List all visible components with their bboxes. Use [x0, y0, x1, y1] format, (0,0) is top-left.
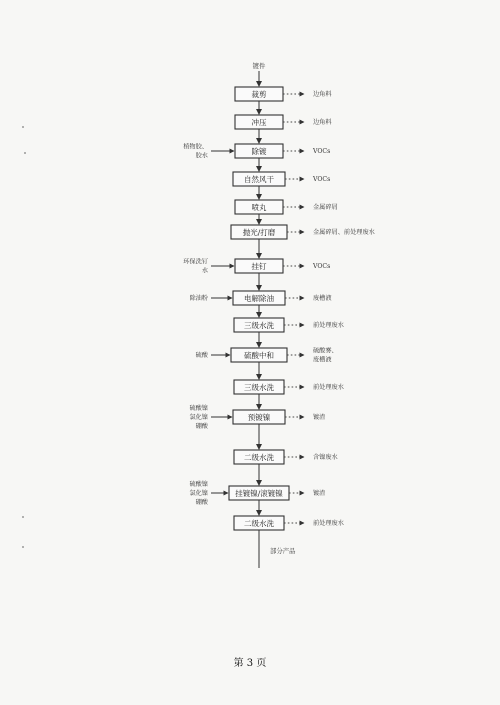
process-step [189, 291, 332, 317]
process-step [235, 115, 332, 143]
scan-speck [22, 516, 24, 518]
output-label: VOCs [313, 176, 331, 183]
process-step [196, 347, 338, 380]
step-label: 三级水洗 [244, 321, 274, 330]
scan-speck [22, 126, 24, 128]
process-step [233, 172, 330, 199]
input-material-label: 硼酸 [195, 423, 208, 430]
step-label: 电解除油 [244, 294, 274, 303]
step-label: 预镀镍 [247, 413, 271, 422]
input-label: 镀件 [252, 62, 266, 70]
process-step [189, 404, 325, 449]
output-label: 边角料 [313, 119, 332, 126]
process-step [234, 318, 345, 347]
process-step [235, 87, 332, 114]
output-label: 废槽液 [313, 295, 332, 302]
output-label: 金属碎屑 [313, 204, 338, 211]
input-material-label: 胶水 [195, 152, 208, 160]
output-label: VOCs [313, 148, 331, 155]
page-number: 第 3 页 [233, 658, 267, 669]
output-label: 金属碎屑、前处理废水 [313, 229, 375, 236]
input-material-label: 硼酸 [195, 499, 208, 506]
step-label: 硫酸中和 [244, 351, 274, 360]
step-label: 自然风干 [244, 175, 274, 184]
step-label: 二级水洗 [244, 453, 274, 462]
output-label: 前处理废水 [313, 520, 344, 527]
output-label: 废槽液 [313, 356, 332, 364]
input-material-label: 氯化镍 [189, 414, 208, 421]
input-material-label: 硫酸镍 [189, 405, 208, 412]
input-material-label: 硫酸镍 [189, 481, 208, 488]
output-label: 部分产品 [270, 547, 296, 555]
input-material-label: 水 [201, 267, 208, 275]
process-step [234, 450, 339, 485]
step-label: 挂钉 [251, 262, 267, 271]
input-material-label: 环保洗钉 [183, 258, 208, 266]
process-step [234, 516, 345, 568]
scan-speck [22, 546, 24, 548]
step-label: 冲压 [251, 118, 267, 127]
process-step [183, 258, 330, 291]
step-label: 喷丸 [251, 203, 267, 212]
step-label: 挂镀镍/滚镀镍 [235, 489, 283, 498]
output-label: 镀渣 [313, 490, 326, 497]
output-label: 镀渣 [313, 414, 326, 421]
output-label: 前处理废水 [313, 384, 344, 391]
step-label: 裁剪 [251, 90, 267, 99]
scan-speck [24, 152, 26, 154]
output-label: 含镍废水 [313, 454, 338, 461]
process-step [235, 200, 338, 224]
input-material-label: 植物胶、 [183, 143, 208, 151]
output-label: 前处理废水 [313, 322, 344, 329]
process-step [183, 143, 330, 172]
process-step [189, 480, 325, 515]
step-label: 除镀 [251, 147, 267, 156]
step-label: 抛光/打磨 [242, 228, 276, 237]
process-step [234, 380, 345, 409]
input-material-label: 除油粉 [189, 295, 208, 302]
input-material-label: 硫酸 [195, 352, 208, 359]
input-material-label: 氯化镍 [189, 490, 208, 497]
output-label: 边角料 [313, 91, 332, 98]
step-label: 二级水洗 [244, 519, 274, 528]
step-label: 三级水洗 [244, 383, 274, 392]
output-label: 硫酸雾、 [313, 347, 338, 355]
process-step [231, 225, 376, 258]
output-label: VOCs [313, 263, 331, 270]
